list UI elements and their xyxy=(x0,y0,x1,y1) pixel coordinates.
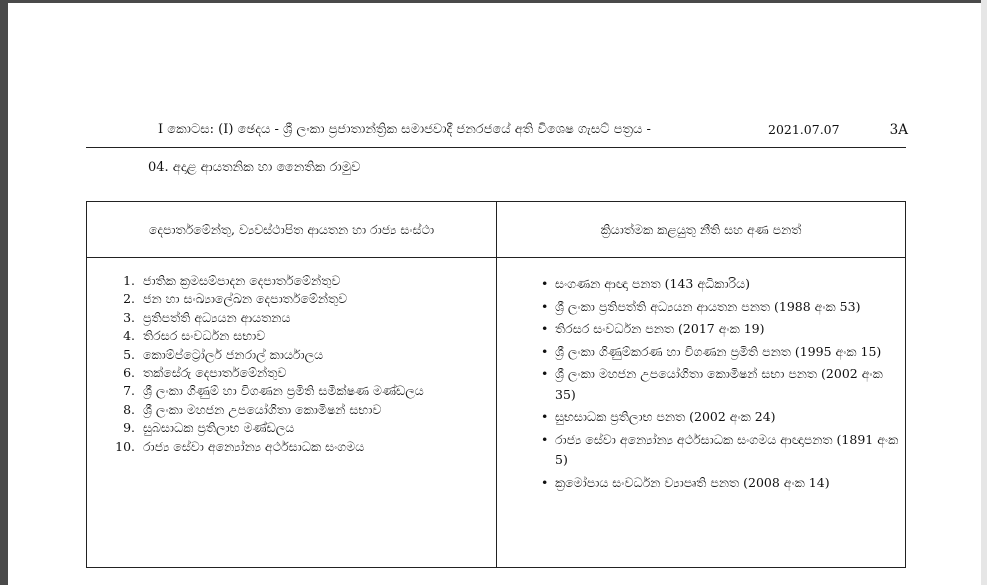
page-header xyxy=(86,118,908,142)
framework-table xyxy=(86,201,906,568)
gazette-title: I කොටස: (I) ඡෙදය - ශ්‍රී ලංකා ප්‍රජාතාන්ත්‍රික සමාජවාදී ජනරජයේ අති විශෙෂ ගැසට් පත්‍රය - xyxy=(158,122,651,137)
col-departments-header: දෙපාර්තමේන්තු, ව්‍යවස්ථාපිත ආයතන හා රාජ්‍ය සංස්ථා xyxy=(87,202,497,258)
window-top-border xyxy=(0,0,987,3)
list-item: • රාජ්‍ය සේවා අන්‍යෝන්‍ය අර්ථසාධක සංගමය ආඥාපනත (1891 අංක 5) xyxy=(555,430,905,471)
list-item: • සංගණන ආඥා පනත (143 අධිකාරිය) xyxy=(555,274,905,295)
list-item: • සුභසාධක ප්‍රතිලාභ පනත (2002 අංක 24) xyxy=(555,407,905,428)
table-body-row xyxy=(87,258,906,568)
table-header-row xyxy=(87,202,906,258)
list-item: • ක්‍රමෝපාය සංවර්ධන ව්‍යාපෘති පනත (2008 අංක 14) xyxy=(555,473,905,494)
departments-cell xyxy=(87,258,497,568)
gazette-date: 2021.07.07 xyxy=(768,122,840,137)
section-heading: 04. අදාළ ආයතනික හා නෛතික රාමුව xyxy=(148,160,361,175)
acts-list xyxy=(497,274,905,493)
list-item: 8. ශ්‍රී ලංකා මහජන උපයෝගිතා කොමිෂන් සභාව xyxy=(139,401,496,419)
list-item: 9. සුබසාධක ප්‍රතිලාභ මණ්ඩලය xyxy=(139,419,496,437)
list-item: 1. ජාතික ක්‍රමසම්පාදන දෙපාර්තමේන්තුව xyxy=(139,272,496,290)
page-number: 3A xyxy=(889,122,908,138)
departments-list xyxy=(87,272,496,456)
acts-cell xyxy=(497,258,906,568)
window-left-border xyxy=(0,0,8,585)
header-rule xyxy=(86,147,906,148)
list-item: 7. ශ්‍රී ලංකා ගිණුම් හා විගණන ප්‍රමිති සමීක්ෂණ මණ්ඩලය xyxy=(139,382,496,400)
list-item: 3. ප්‍රතිපත්ති අධ්‍යයන ආයතනය xyxy=(139,309,496,327)
list-item: • ශ්‍රී ලංකා ප්‍රතිපත්ති අධ්‍යයන ආයතන පනත (1988 අංක 53) xyxy=(555,297,905,318)
list-item: 10. රාජ්‍ය සේවා අන්‍යෝන්‍ය අර්ථසාධක සංගමය xyxy=(139,438,496,456)
list-item: 5. කොම්ප්ට්‍රෝලර් ජනරාල් කාර්යාලය xyxy=(139,346,496,364)
list-item: • තිරසර සංවර්ධන පනත (2017 අංක 19) xyxy=(555,319,905,340)
col-acts-header: ක්‍රියාත්මක කළයුතු නීති සහ අණ පනත් xyxy=(497,202,906,258)
list-item: • ශ්‍රී ලංකා ගිණුම්කරණ හා විගණන ප්‍රමිති පනත (1995 අංක 15) xyxy=(555,342,905,363)
window-right-edge xyxy=(981,0,987,585)
list-item: 6. තක්සේරු දෙපාර්තමේන්තුව xyxy=(139,364,496,382)
list-item: • ශ්‍රී ලංකා මහජන උපයෝගිතා කොමිෂන් සභා පනත (2002 අංක 35) xyxy=(555,364,905,405)
list-item: 4. තිරසර සංවර්ධන සභාව xyxy=(139,327,496,345)
list-item: 2. ජන හා සංඛ්‍යාලේඛන දෙපාර්තමේන්තුව xyxy=(139,290,496,308)
